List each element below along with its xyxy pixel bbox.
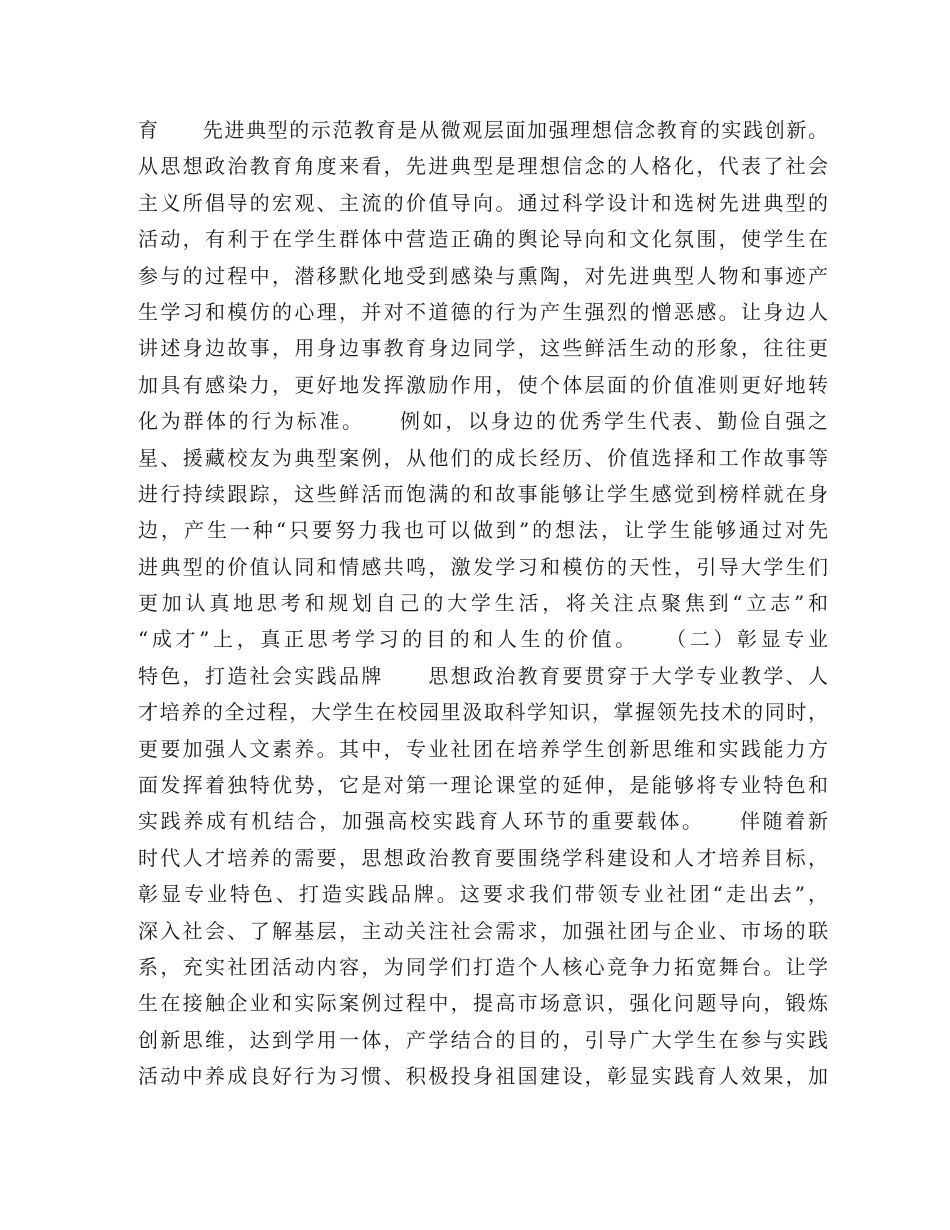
text-line: 讲述身边故事，用身边事教育身边同学，这些鲜活生动的形象，往往更 [138, 336, 828, 361]
text-line: 星、援藏校友为典型案例，从他们的成长经历、价值选择和工作故事等 [138, 445, 828, 470]
text-line: 时代人才培养的需要，思想政治教育要围绕学科建设和人才培养目标， [138, 845, 828, 870]
text-line: 从思想政治教育角度来看，先进典型是理想信念的人格化，代表了社会 [138, 154, 828, 179]
text-line: 边，产生一种“只要努力我也可以做到”的想法，让学生能够通过对先 [138, 518, 828, 543]
text-line: 化为群体的行为标准。 例如，以身边的优秀学生代表、勤俭自强之 [138, 409, 828, 434]
text-line: 活动，有利于在学生群体中营造正确的舆论导向和文化氛围，使学生在 [138, 227, 828, 252]
text-line: 进典型的价值认同和情感共鸣，激发学习和模仿的天性，引导大学生们 [138, 554, 828, 579]
text-line: 进行持续跟踪，这些鲜活而饱满的和故事能够让学生感觉到榜样就在身 [138, 481, 828, 506]
text-line: 系，充实社团活动内容，为同学们打造个人核心竞争力拓宽舞台。让学 [138, 954, 828, 979]
text-line: 实践养成有机结合，加强高校实践育人环节的重要载体。 伴随着新 [138, 809, 828, 834]
text-line: 特色，打造社会实践品牌 思想政治教育要贯穿于大学专业教学、人 [138, 663, 828, 688]
text-line: 参与的过程中，潜移默化地受到感染与熏陶，对先进典型人物和事迹产 [138, 263, 828, 288]
text-line: 主义所倡导的宏观、主流的价值导向。通过科学设计和选树先进典型的 [138, 190, 828, 215]
text-line: “成才”上，真正思考学习的目的和人生的价值。 （二）彰显专业 [138, 627, 828, 652]
text-line: 面发挥着独特优势，它是对第一理论课堂的延伸，是能够将专业特色和 [138, 773, 828, 798]
text-line: 活动中养成良好行为习惯、积极投身祖国建设，彰显实践育人效果，加 [138, 1064, 828, 1089]
text-line: 才培养的全过程，大学生在校园里汲取科学知识，掌握领先技术的同时， [138, 700, 828, 725]
text-line: 生在接触企业和实际案例过程中，提高市场意识，强化问题导向，锻炼 [138, 991, 828, 1016]
text-line: 育 先进典型的示范教育是从微观层面加强理想信念教育的实践创新。 [138, 118, 828, 142]
text-line: 彰显专业特色、打造实践品牌。这要求我们带领专业社团“走出去”， [138, 882, 828, 907]
text-line: 加具有感染力，更好地发挥激励作用，使个体层面的价值准则更好地转 [138, 372, 828, 397]
text-line: 更要加强人文素养。其中，专业社团在培养学生创新思维和实践能力方 [138, 736, 828, 761]
text-line: 生学习和模仿的心理，并对不道德的行为产生强烈的憎恶感。让身边人 [138, 299, 828, 324]
body-text [138, 112, 828, 1095]
text-line: 深入社会、了解基层，主动关注社会需求，加强社团与企业、市场的联 [138, 918, 828, 943]
text-line: 创新思维，达到学用一体，产学结合的目的，引导广大学生在参与实践 [138, 1027, 828, 1052]
text-line: 更加认真地思考和规划自己的大学生活，将关注点聚焦到“立志”和 [138, 591, 828, 616]
